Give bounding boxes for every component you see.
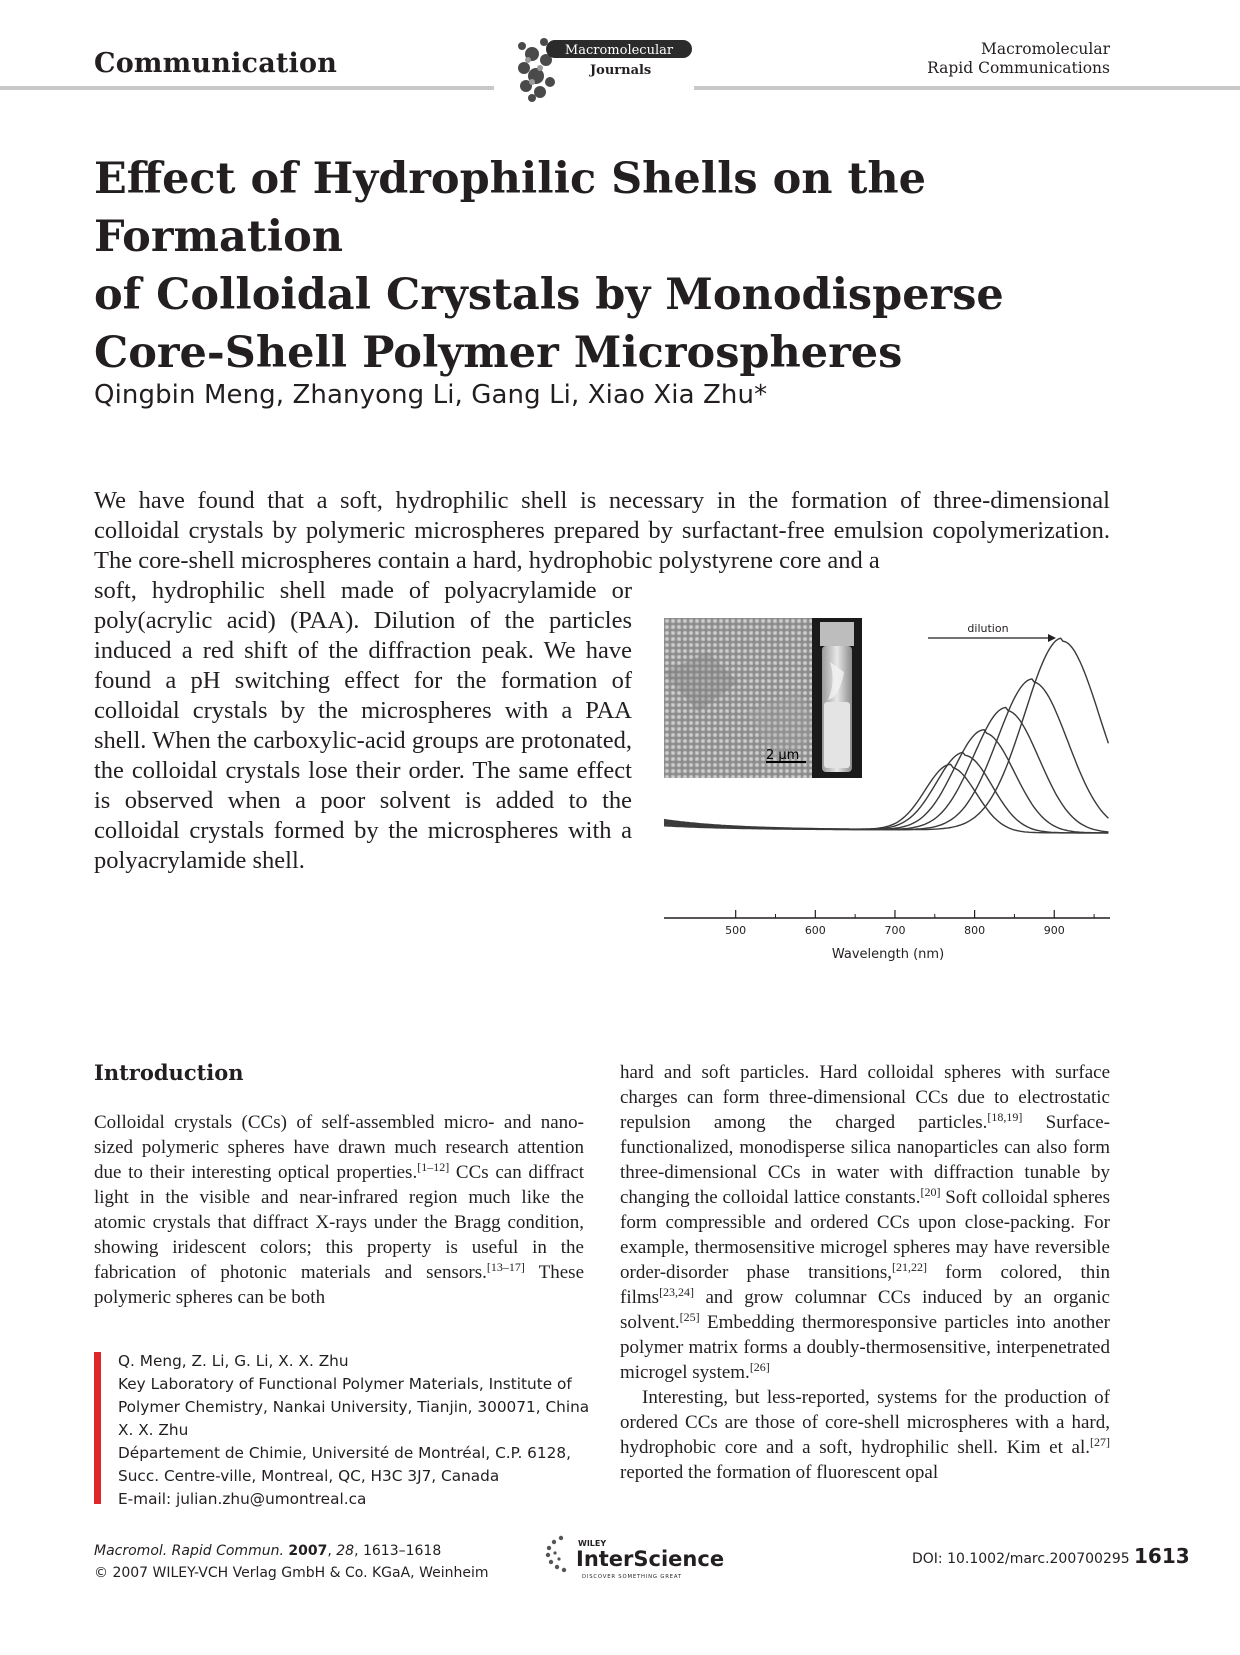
x-tick-label: 900 — [1043, 924, 1065, 937]
abstract-full-width: We have found that a soft, hydrophilic shell is necessary in the formation of three-dimensional colloidal crystals by polymeric microspheres prepared by surfactant-free emulsion copolymerization. The core-shell microspheres contain a hard, hydrophobic polystyrene core and a — [94, 487, 1110, 574]
intro-left-column — [94, 1110, 584, 1310]
citation-ref[interactable]: [27] — [1090, 1435, 1110, 1449]
title-line: Effect of Hydrophilic Shells on the Formation — [94, 154, 927, 262]
abstract-left-column: soft, hydrophilic shell made of polyacrylamide or poly(acrylic acid) (PAA). Dilution of the particles induced a red shift of the diffraction peak. We have found a pH switching effect for the formation of colloidal crystals by the microspheres with a PAA shell. When the carboxylic-acid groups are protonated, the colloidal crystals lose their order. The same effect is observed when a poor solvent is added to the colloidal crystals formed by the microspheres with a polyacrylamide shell. — [94, 577, 632, 874]
journal-name-line1: Macromolecular — [981, 40, 1110, 58]
logo-text-journals: Journals — [590, 63, 652, 78]
section-heading-introduction: Introduction — [94, 1060, 244, 1085]
x-axis-label: Wavelength (nm) — [831, 947, 945, 962]
x-tick-label: 700 — [884, 924, 906, 937]
title-line: Core-Shell Polymer Microspheres — [94, 328, 903, 378]
x-tick-label: 500 — [725, 924, 747, 937]
intro-paragraph: Colloidal crystals (CCs) of self-assembled micro- and nano-sized polymeric spheres have drawn much research attention due to their interesting optical properties.[1–12] CCs can diffract light in the visible and near-infrared region much like the atomic crystals that diffract X-rays under the Bragg condition, showing iridescent colors; this property is useful in the fabrication of photonic materials and sensors.[13–17] These polymeric spheres can be both — [94, 1112, 584, 1308]
scale-bar-label: 2 μm — [766, 748, 800, 763]
citation-ref[interactable]: [1–12] — [417, 1160, 450, 1174]
citation-year: 2007 — [288, 1543, 328, 1559]
citation-ref[interactable]: [18,19] — [987, 1110, 1023, 1124]
affiliation-block — [118, 1350, 588, 1511]
intro-paragraph: hard and soft particles. Hard colloidal spheres with surface charges can form three-dimensional CCs due to electrostatic repulsion among the charged particles.[18,19] Surface-functionalized, monodisperse silica nanoparticles can also form three-dimensional CCs in water with diffraction tunable by changing the colloidal lattice constants.[20] Soft colloidal spheres form compressible and ordered CCs upon close-packing. For example, thermosensitive microgel spheres may have reversible order-disorder phase transitions,[21,22] form colored, thin films[23,24] and grow columnar CCs induced by an organic solvent.[25] Embedding thermoresponsive particles into another polymer matrix forms a doubly-thermosensitive, interpenetrated microgel system.[26] — [620, 1062, 1111, 1383]
affiliation-accent-bar — [94, 1352, 101, 1504]
citation-volume: 28 — [336, 1543, 355, 1559]
section-label: Communication — [94, 48, 338, 79]
citation-ref[interactable]: [20] — [920, 1185, 941, 1199]
copyright-line: © 2007 WILEY-VCH Verlag GmbH & Co. KGaA, Weinheim — [94, 1565, 489, 1581]
header-rule-right — [694, 86, 1240, 90]
wiley-text: WILEY — [578, 1539, 607, 1548]
citation-pages: 1613–1618 — [362, 1543, 442, 1559]
doi-text[interactable]: DOI: 10.1002/marc.200700295 — [912, 1551, 1130, 1567]
graphical-abstract-figure — [658, 612, 1110, 962]
logo-text-macromolecular: Macromolecular — [564, 43, 674, 58]
dilution-label: dilution — [967, 622, 1009, 635]
intro-right-column — [620, 1060, 1110, 1485]
macromolecular-journals-logo — [510, 34, 700, 104]
title-line: of Colloidal Crystals by Monodisperse — [94, 270, 1004, 320]
citation-ref[interactable]: [13–17] — [486, 1260, 525, 1274]
citation-ref[interactable]: [25] — [679, 1310, 700, 1324]
intro-paragraph: Interesting, but less-reported, systems for the production of ordered CCs are those of core-shell microspheres with a hard, hydrophobic core and a soft, hydrophilic shell. Kim et al.[27] reported the formation of fluorescent opal — [620, 1387, 1110, 1483]
affiliation-line: Département de Chimie, Université de Montréal, C.P. 6128, — [118, 1444, 571, 1462]
journal-name-line2: Rapid Communications — [927, 59, 1110, 77]
page-number: 1613 — [1134, 1544, 1190, 1568]
x-tick-label: 600 — [804, 924, 826, 937]
interscience-text: InterScience — [576, 1547, 725, 1571]
citation-ref[interactable]: [21,22] — [892, 1260, 927, 1274]
affiliation-line: X. X. Zhu — [118, 1421, 189, 1439]
affiliation-line: Key Laboratory of Functional Polymer Materials, Institute of — [118, 1375, 572, 1393]
citation-ref[interactable]: [26] — [749, 1360, 770, 1374]
affiliation-line: Succ. Centre-ville, Montreal, QC, H3C 3J7, Canada — [118, 1467, 500, 1485]
journal-name — [927, 40, 1110, 78]
citation-ref[interactable]: [23,24] — [659, 1285, 695, 1299]
x-tick-label: 800 — [964, 924, 986, 937]
footer-citation — [94, 1540, 488, 1584]
wiley-interscience-logo — [540, 1528, 740, 1584]
affiliation-line: Q. Meng, Z. Li, G. Li, X. X. Zhu — [118, 1352, 349, 1370]
affiliation-email[interactable]: E-mail: julian.zhu@umontreal.ca — [118, 1490, 367, 1508]
affiliation-line: Polymer Chemistry, Nankai University, Tianjin, 300071, China — [118, 1398, 590, 1416]
header-rule-left — [0, 86, 494, 90]
journal-abbrev: Macromol. Rapid Commun. — [94, 1543, 284, 1559]
citation-line: Macromol. Rapid Commun. 2007, 28, 1613–1618 — [94, 1543, 442, 1559]
article-title — [94, 150, 1134, 382]
author-list: Qingbin Meng, Zhanyong Li, Gang Li, Xiao Xia Zhu* — [94, 380, 768, 410]
logo-tagline: DISCOVER SOMETHING GREAT — [582, 1574, 682, 1580]
